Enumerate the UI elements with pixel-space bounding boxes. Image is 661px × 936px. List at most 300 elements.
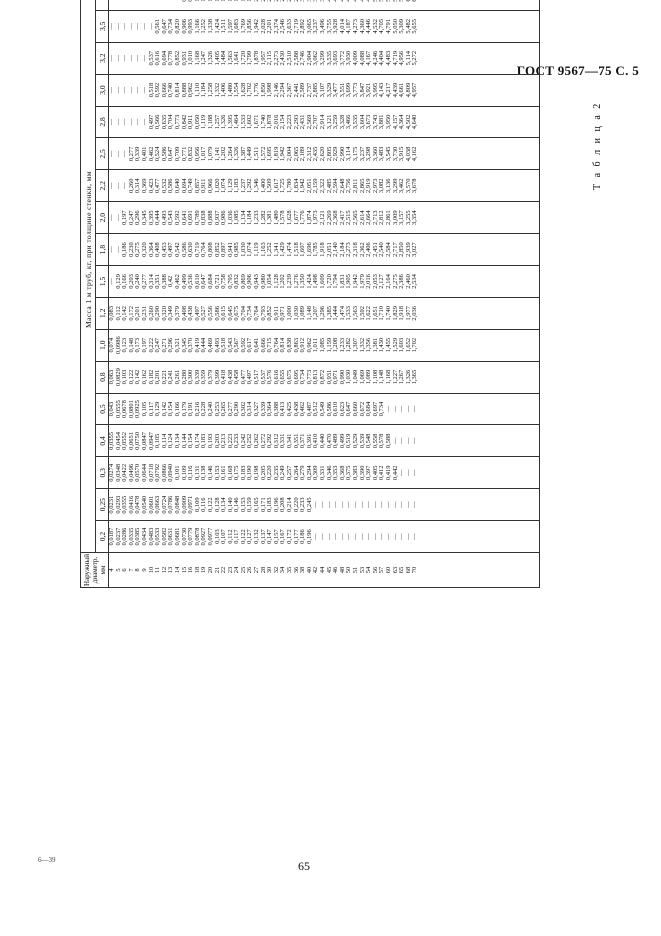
mass-value: 1,429 (279, 242, 287, 257)
mass-column (109, 74, 540, 106)
mass-value: 0,174 (193, 433, 201, 449)
mass-value: — (134, 23, 142, 30)
mass-value: 1,720 (239, 50, 247, 66)
mass-value: 0,345 (180, 337, 188, 353)
mass-value: 0,0792 (154, 463, 162, 482)
mass-value: — (391, 405, 399, 413)
mass-value: 0,247 (154, 337, 162, 353)
mass-value: 4,162 (411, 146, 419, 162)
mass-value: 0,105 (140, 401, 148, 417)
mass-value: 0,773 (173, 114, 181, 130)
mass-value: 1,455 (384, 337, 392, 353)
mass-value: 2,275 (391, 274, 399, 289)
mass-value: — (108, 86, 115, 94)
mass-value: 0,419 (193, 337, 201, 353)
mass-value: 0,277 (226, 401, 234, 417)
mass-value: 0,863 (292, 337, 300, 353)
mass-value: 2,973 (371, 178, 379, 194)
mass-value: 1,332 (213, 82, 221, 98)
mass-value: 0,586 (325, 401, 333, 417)
mass-value: 1,129 (226, 178, 234, 194)
mass-value: 1,651 (371, 306, 379, 321)
mass-value: 0,493 (213, 337, 221, 353)
mass-value: — (332, 501, 340, 508)
mass-value: 0,764 (253, 306, 261, 321)
wall-thickness-header: 2,2 (96, 170, 109, 202)
mass-value: 2,939 (404, 242, 412, 257)
mass-value: 1,168 (384, 369, 392, 385)
mass-value: 0,666 (160, 82, 168, 98)
mass-value: 0,253 (213, 401, 221, 417)
mass-value: 0,0385 (134, 527, 142, 546)
mass-value: 1,395 (226, 114, 234, 130)
mass-value: 1,957 (259, 50, 267, 66)
mass-value: 1,444 (332, 306, 340, 321)
mass-value: 2,664 (365, 210, 373, 225)
diameter-value: 26 (246, 566, 254, 574)
mass-column (109, 106, 540, 138)
mass-value: 1,381 (371, 337, 379, 353)
diameter-value: 28 (259, 566, 267, 574)
mass-value: 3,483 (378, 146, 386, 162)
mass-value: 0,129 (114, 274, 122, 289)
mass-value: 2,515 (345, 210, 353, 225)
mass-value: 0,0779 (187, 527, 195, 546)
mass-value: 1,430 (378, 337, 386, 353)
mass-value: 1,346 (253, 178, 261, 194)
mass-value: 0,148 (127, 337, 135, 353)
mass-value: — (114, 214, 122, 221)
mass-value: 1,592 (358, 306, 366, 321)
mass-value: 4,273 (351, 19, 359, 34)
mass-value: 1,720 (325, 274, 333, 289)
mass-value: 1,202 (220, 146, 228, 162)
mass-value: 0,182 (147, 369, 155, 385)
mass-value: 2,546 (279, 19, 287, 34)
mass-value: 0,444 (200, 337, 208, 353)
mass-value: 0,592 (154, 82, 162, 98)
mass-value: 0,320 (160, 306, 168, 321)
mass-value: 0,183 (239, 465, 247, 481)
mass-value: — (108, 214, 115, 221)
mass-value: 3,354 (411, 210, 419, 225)
mass-value: 0,127 (246, 529, 254, 544)
mass-value: 2,614 (358, 210, 366, 225)
mass-value: 0,157 (272, 529, 280, 544)
mass-value: 0,233 (233, 433, 241, 449)
mass-value (149, 0, 156, 10)
mass-value: 0,395 (147, 210, 155, 225)
mass-value: 2,368 (332, 210, 340, 225)
mass-value: — (411, 501, 419, 508)
mass-value: 0,489 (332, 433, 340, 449)
mass-value: 0,277 (140, 274, 148, 289)
mass-value: 0,529 (351, 433, 359, 449)
mass-value: 0,296 (167, 337, 175, 353)
wall-thickness-header: 0,5 (96, 393, 109, 425)
mass-value: — (338, 501, 346, 508)
mass-value: 1,183 (233, 178, 241, 194)
mass-value: 0,497 (167, 242, 175, 257)
mass-value: 0,341 (286, 433, 294, 449)
mass-value: 1,296 (319, 306, 326, 321)
mass-value: 3,730 (391, 146, 399, 162)
mass-value: 0,242 (239, 433, 247, 449)
diameter-value: 60 (384, 566, 392, 574)
mass-column (109, 0, 540, 10)
mass-value: 3,157 (398, 210, 406, 225)
mass-value: — (404, 405, 412, 413)
mass-value: 0,675 (233, 306, 241, 321)
mass-value: 0,586 (167, 178, 175, 194)
mass-value: 0,296 (134, 210, 142, 225)
mass-value: 1,128 (272, 274, 280, 289)
mass-value: 0,0416 (127, 495, 135, 514)
mass-value: 0,691 (187, 210, 195, 225)
mass-value: 0,063 (108, 369, 115, 385)
mass-value: 1,239 (286, 274, 294, 289)
mass-value: 1,110 (193, 82, 201, 98)
mass-value: 0,842 (180, 114, 188, 130)
mass-value: 2,811 (351, 178, 359, 193)
mass-value: 0,083 (108, 306, 115, 321)
mass-value: 1,332 (358, 337, 366, 353)
diameter-value: 48 (338, 566, 346, 574)
mass-value: 0,290 (154, 306, 162, 321)
mass-value: 1,874 (305, 210, 313, 225)
mass-value: — (121, 54, 129, 62)
mass-value: 0,144 (180, 433, 188, 449)
mass-column (109, 393, 540, 425)
mass-value: 0,172 (127, 306, 135, 321)
mass-value: 3,237 (312, 19, 320, 34)
mass-value: 0,168 (226, 465, 234, 481)
mass-value: 0,911 (272, 306, 280, 321)
mass-value: 1,141 (213, 146, 221, 162)
mass-value: 0,179 (180, 401, 188, 417)
mass-value: 0,294 (305, 465, 313, 481)
mass-value: 0,228 (200, 401, 208, 417)
mass-column (109, 10, 540, 42)
mass-value: — (134, 86, 142, 94)
mass-value: — (398, 405, 406, 413)
mass-value: 0,265 (220, 401, 228, 417)
mass-value: 0,764 (200, 242, 208, 257)
mass-value: 0,442 (391, 465, 399, 481)
mass-value: 1,163 (259, 242, 267, 257)
mass-value: 0,346 (325, 465, 333, 481)
mass-value: 2,812 (378, 210, 386, 225)
mass-value: 4,404 (378, 50, 386, 66)
mass-value: — (404, 533, 412, 540)
mass-value: 4,088 (358, 50, 366, 66)
mass-value: 0,0483 (147, 527, 155, 546)
table-label (592, 100, 606, 190)
mass-value: 2,620 (319, 146, 326, 162)
mass-value: 0,167 (279, 529, 287, 544)
mass-value: 0,103 (213, 529, 221, 544)
mass-value: — (325, 533, 333, 540)
mass-value: 0,943 (253, 274, 261, 289)
mass-value: 1,769 (239, 19, 247, 34)
mass-value: 2,430 (279, 50, 287, 66)
mass-value: 3,237 (358, 146, 366, 162)
mass-value: 2,460 (404, 274, 412, 289)
mass-value: 2,805 (325, 146, 333, 162)
mass-column (109, 234, 540, 266)
mass-value: 0,749 (187, 178, 195, 194)
mass-value: 0,314 (134, 178, 142, 194)
mass-value: 2,417 (338, 210, 346, 225)
mass-value: 1,350 (299, 274, 307, 289)
mass-value: 0,956 (193, 146, 201, 162)
diameter-value: 25 (239, 566, 247, 574)
mass-value: 0,814 (279, 337, 287, 353)
mass-value: 0,852 (213, 242, 221, 257)
mass-column (109, 297, 540, 329)
mass-value: 1,776 (299, 210, 307, 225)
mass-value: 0,734 (299, 369, 307, 385)
mass-value: 2,127 (378, 274, 386, 289)
mass-value: 0,314 (147, 274, 155, 289)
mass-value: 0,438 (187, 306, 195, 321)
mass-value: 0,543 (167, 210, 175, 225)
mass-value: 0,205 (259, 465, 267, 481)
mass-value: 0,721 (213, 274, 221, 289)
mass-value: 0,213 (220, 433, 228, 449)
mass-value: 2,904 (305, 50, 313, 66)
mass-value: — (140, 23, 148, 30)
mass-value: 0,240 (134, 274, 142, 289)
mass-value: 2,362 (358, 242, 366, 257)
mass-value: 0,586 (213, 306, 221, 321)
mass-value: 0,630 (187, 242, 195, 257)
mass-value: 1,036 (226, 210, 234, 225)
mass-value: — (114, 86, 122, 94)
mass-value: — (108, 23, 115, 30)
mass-value: 0,074 (108, 337, 115, 353)
mass-value: 3,535 (351, 114, 359, 130)
mass-value: 0,438 (292, 401, 300, 417)
mass-value: 2,386 (398, 274, 406, 289)
diameter-value: 30 (266, 566, 274, 574)
mass-value: — (365, 533, 373, 540)
mass-value: 0,0750 (134, 431, 142, 450)
mass-value: 0,517 (253, 369, 261, 385)
mass-value: 0,793 (259, 306, 267, 321)
mass-value: 0,537 (147, 50, 155, 66)
mass-value: 2,016 (272, 114, 280, 130)
mass-value: 0,390 (358, 465, 366, 481)
mass-value: 0,0651 (127, 431, 135, 450)
mass-value: 1,776 (253, 82, 261, 98)
mass-value: 0,42 (167, 275, 175, 288)
mass-value: 0,353 (332, 465, 340, 481)
mass-column (109, 489, 540, 521)
mass-value: 1,424 (213, 19, 221, 34)
mass-value: 0,300 (187, 369, 195, 385)
mass-value: 1,387 (239, 146, 247, 162)
mass-value: 1,119 (200, 114, 208, 130)
mass-value: 0,260 (147, 306, 155, 321)
mass-value: 0,549 (319, 401, 326, 417)
mass-value: 0,418 (220, 369, 228, 385)
mass-value: 0,971 (279, 306, 287, 321)
mass-value: 2,865 (358, 178, 366, 194)
mass-value: 0,154 (187, 433, 195, 449)
mass-value: 0,0335 (127, 527, 135, 546)
mass-value: 0,695 (292, 369, 300, 385)
mass-value: 3,255 (404, 210, 412, 225)
mass-value: 4,809 (404, 82, 412, 98)
mass-value: 4,956 (398, 50, 406, 66)
mass-value: 0,462 (299, 401, 307, 417)
mass-value: 1,509 (266, 178, 274, 194)
mass-value (162, 0, 169, 10)
mass-value: — (358, 501, 366, 508)
mass-value: 3,136 (384, 178, 392, 194)
mass-value: — (114, 246, 122, 253)
mass-value: 2,273 (272, 50, 280, 66)
mass-value: 0,0478 (134, 495, 142, 514)
mass-value: 0,140 (226, 497, 234, 512)
mass-value: 2,051 (325, 242, 333, 257)
mass-value: 1,089 (365, 369, 373, 385)
mass-value: — (391, 437, 399, 445)
mass-value: 0,183 (200, 433, 208, 449)
mass-value: 0,379 (206, 369, 214, 385)
mass-value: — (114, 182, 122, 190)
mass-value: 0,117 (233, 529, 241, 544)
mass-value: 0,183 (266, 497, 274, 512)
mass-value: 0,986 (220, 210, 228, 225)
mass-value: 0,694 (180, 178, 188, 194)
mass-value: 2,159 (312, 178, 320, 194)
mass-value: 0,740 (167, 82, 175, 98)
mass-value: 1,942 (299, 178, 307, 194)
mass-value: 0,734 (378, 401, 386, 417)
mass-value: — (365, 501, 373, 508)
mass-column (109, 425, 540, 457)
mass-value: 0,399 (213, 369, 221, 385)
mass-value: 2,510 (286, 50, 294, 66)
mass-value: 2,028 (259, 19, 267, 34)
mass-value: 0,888 (180, 82, 188, 98)
mass-table (80, 0, 540, 588)
mass-value: 1,049 (351, 369, 359, 385)
mass-value: 1,119 (253, 242, 261, 257)
mass-value: 0,623 (338, 401, 346, 417)
mass-value: 0,0601 (147, 495, 155, 514)
mass-value: 0,852 (173, 50, 181, 66)
mass-value: 0,112 (114, 306, 122, 321)
mass-value: 0,419 (384, 465, 392, 481)
mass-value: 2,633 (286, 19, 294, 34)
mass-column (109, 170, 540, 202)
mass-value: 0,684 (206, 274, 214, 289)
mass-value: 2,850 (398, 242, 406, 257)
diameter-value: 11 (154, 566, 162, 574)
mass-value: 2,990 (338, 146, 346, 162)
mass-value: 0,223 (226, 433, 234, 449)
diameter-value: 46 (332, 566, 340, 574)
mass-value (135, 0, 142, 10)
mass-value: 3,328 (338, 114, 346, 130)
mass-value: 0,331 (279, 433, 287, 449)
mass-value: — (378, 533, 386, 540)
mass-value: 0,0555 (114, 400, 122, 418)
mass-value: 0,331 (319, 465, 326, 481)
mass-value: 1,511 (253, 146, 261, 162)
mass-value: 0,383 (351, 465, 359, 481)
mass-value: 1,184 (246, 210, 254, 225)
mass-value: 1,385 (325, 306, 333, 321)
mass-value: 0,0631 (167, 527, 175, 546)
mass-value: 1,480 (272, 210, 280, 225)
mass-value: 0,556 (206, 306, 214, 321)
mass-value: 0,852 (266, 306, 274, 321)
mass-value: 2,431 (299, 114, 307, 130)
mass-value: 4,791 (384, 19, 392, 34)
mass-value: 4,157 (391, 114, 399, 130)
mass-value: — (114, 118, 122, 126)
mass-value: 0,0829 (114, 368, 122, 387)
diameter-value: 70 (411, 566, 419, 574)
mass-value: 0,220 (292, 497, 300, 512)
mass-value: 0,477 (239, 369, 247, 385)
mass-value: 2,435 (312, 146, 320, 162)
mass-value: 1,148 (378, 369, 386, 385)
mass-value: 2,406 (365, 242, 373, 257)
mass-value: 2,065 (292, 146, 300, 162)
mass-value: 1,326 (206, 50, 214, 66)
mass-value: 0,0801 (127, 400, 135, 418)
mass-value: 3,950 (384, 114, 392, 130)
mass-value: 4,705 (378, 19, 386, 34)
diameter-value: 32 (272, 566, 280, 574)
mass-value: 1,247 (200, 50, 208, 66)
mass-value: 1,257 (213, 114, 221, 130)
mass-value: 1,074 (246, 242, 254, 257)
mass-value: 0,359 (200, 369, 208, 385)
mass-value: 0,704 (167, 114, 175, 130)
mass-value: 1,074 (220, 178, 228, 194)
mass-value: — (319, 501, 326, 508)
mass-value: 1,307 (351, 337, 359, 353)
mass-value: 4,187 (345, 19, 353, 34)
mass-value: 0,175 (233, 465, 241, 481)
diameter-value: 35 (286, 566, 294, 574)
mass-value: 0,153 (213, 465, 221, 481)
mass-value: 0,440 (319, 433, 326, 449)
mass-value: 3,535 (325, 50, 333, 66)
mass-value: 1,208 (332, 337, 340, 353)
mass-value: 0,201 (134, 306, 142, 321)
mass-value: 3,678 (411, 178, 419, 194)
mass-value: 0,566 (154, 114, 162, 130)
mass-value: 1,202 (279, 274, 287, 289)
mass-value: 0,142 (121, 306, 129, 321)
mass-value: 0,0971 (187, 495, 195, 514)
wall-thickness-header: 2,0 (96, 202, 109, 234)
mass-value: 2,441 (292, 82, 300, 98)
mass-value: 0,214 (286, 497, 294, 512)
mass-value: 0,177 (292, 529, 300, 544)
mass-value: 1,264 (226, 146, 234, 162)
mass-value: 0,0237 (114, 527, 122, 546)
mass-value: 3,699 (345, 82, 353, 98)
mass-value: 1,563 (351, 306, 359, 321)
